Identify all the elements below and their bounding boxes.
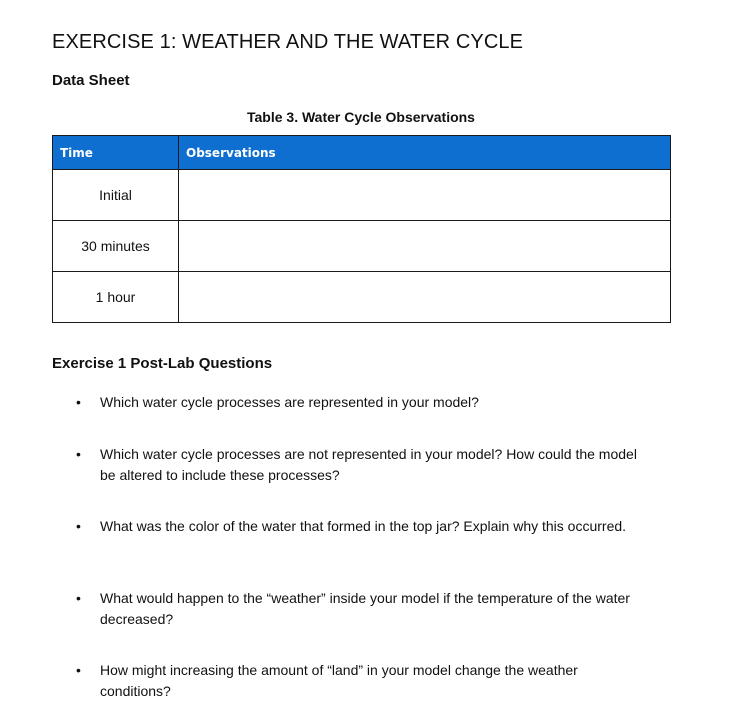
list-item (52, 588, 652, 630)
data-sheet-heading: Data Sheet (52, 72, 130, 89)
time-cell: Initial (53, 170, 179, 221)
bullet-icon: • (76, 394, 81, 410)
observations-table (52, 135, 671, 323)
question-text: What was the color of the water that formed in the top jar? Explain why this occurred. (100, 518, 627, 534)
list-item (52, 516, 652, 537)
time-cell: 1 hour (53, 272, 179, 323)
question-text: What would happen to the “weather” inside your model if the temperature of the water decreased? (100, 590, 630, 627)
question-text: How might increasing the amount of “land” in your model change the weather conditions? (100, 662, 578, 699)
document-title: EXERCISE 1: WEATHER AND THE WATER CYCLE (52, 31, 524, 53)
time-cell: 30 minutes (53, 221, 179, 272)
bullet-icon: • (76, 518, 81, 534)
table-row (53, 272, 671, 323)
table-caption: Table 3. Water Cycle Observations (247, 109, 475, 125)
observation-cell[interactable] (179, 272, 671, 323)
table-row (53, 221, 671, 272)
bullet-icon: • (76, 662, 81, 678)
bullet-icon: • (76, 446, 81, 462)
list-item (52, 444, 652, 486)
list-item (52, 660, 652, 702)
column-header-time: Time (53, 136, 179, 170)
table-header-row (53, 136, 671, 170)
observation-cell[interactable] (179, 170, 671, 221)
list-item (52, 392, 652, 413)
question-text: Which water cycle processes are not represented in your model? How could the model be altered to include these processes? (100, 446, 637, 483)
table-row (53, 170, 671, 221)
question-text: Which water cycle processes are represented in your model? (100, 394, 479, 410)
post-lab-heading: Exercise 1 Post-Lab Questions (52, 355, 273, 372)
column-header-observations: Observations (179, 136, 671, 170)
bullet-icon: • (76, 590, 81, 606)
observation-cell[interactable] (179, 221, 671, 272)
